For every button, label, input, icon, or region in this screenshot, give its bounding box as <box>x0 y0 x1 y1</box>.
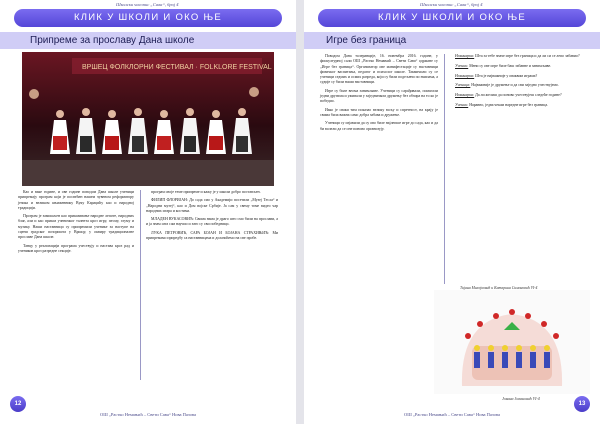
paragraph: Програм је замишљен као приказивање народне лепоте, народних благ, али и као приказ ученичког талента кроз игру, песму, глуму и музику. Наши наставници су припремили ученике за наступе на сцени градског позоришта у Вршцу, у оквиру традиционалне прославе Дана школе. <box>18 214 134 240</box>
paragraph: Ученици су изјавили да су ово биле најлепше игре до сада, као и да би волели да се оне поново организују. <box>320 121 438 131</box>
drawing-caption: Јована Јовановић VI-4 <box>502 396 540 401</box>
interview-text: Да ли желиш да поново учествујеш следеће године? <box>475 93 562 98</box>
children-drawing <box>434 290 590 394</box>
interview-text: Шта за тебе значе игре без граница и да ли си се лепо забавио? <box>475 54 580 58</box>
speaker-label: Ученица: <box>455 83 471 88</box>
interview-entry <box>450 93 584 98</box>
speaker-label: Ученик: <box>455 63 469 68</box>
interview-entry <box>450 83 584 88</box>
speaker-label: Новинарка: <box>455 54 475 58</box>
header-left: Школски часопис „Сава“, број 4 <box>116 2 179 7</box>
page-number-left: 12 <box>10 396 26 412</box>
right-page <box>304 0 600 424</box>
column-divider <box>444 54 445 284</box>
speaker-label: Новинарка: <box>455 73 475 78</box>
interview-text: Најважније је дружење и да сви заједно учествујемо. <box>471 83 559 88</box>
folk-dance-photo <box>22 52 274 186</box>
banner-right: КЛИК У ШКОЛИ И ОКО ЊЕ <box>318 9 586 27</box>
paragraph: ЛУКА ПЕТРОВИЋ, САРА БОЈАН И БОЈАНА СТРАХИЊИЋ: Ми припремамо приредбу са наставницама и долазићемо на све пробе. <box>146 230 278 241</box>
paragraph: програм своје теме припреме и кажу је у школи добро постављен. <box>151 190 261 194</box>
header-right: Школски часопис „Сава“, број 4 <box>420 2 483 7</box>
speaker-label: Новинарка: <box>455 93 475 98</box>
interview-col <box>450 54 584 113</box>
footer-right: ОШ „Растко Немањић – Свети Сава“ Нова Пазова <box>404 412 500 417</box>
interview-text: Наравно, једва чекам наредне игре без граница. <box>469 102 549 107</box>
interview-entry <box>450 103 584 108</box>
footer-left: ОШ „Растко Немањић – Свети Сава“ Нова Пазова <box>100 412 196 417</box>
paragraph: Као и ваке године, и ове године поводом Дана школе ученици припремају програм који је посвећен нашем чувеном реформатору језика и великом књижевнику Вуку Караџићу као и народној традицији. <box>18 190 134 210</box>
paragraph: Танцу у реализацији програма учествују и настава кроз рад и учеников кроз разредне секције. <box>18 243 134 253</box>
speaker-label: Ученик: <box>455 102 469 107</box>
paragraph: Поводом Дана толеранције, 16. новембра 2016. године, у фискултурној сали ОШ „Растко Немањић – Свети Сава“ одржане су „Игре без граница“. Организатор ове манифестације су наставници физичког васпитања, педагог и психолог школе. Такмичили су се ученици седмих и осмих разреда, који су били подељени по екипама, а судије су били наши наставници. <box>320 54 438 85</box>
interview-entry <box>450 64 584 69</box>
paragraph: МЛАДЕН ВУКАСОВИЋ: Свима нама је драго што смо били на прослави, а и ја знам шта сам научио и зато су сви победници. <box>146 217 278 227</box>
column-divider <box>140 190 141 380</box>
paragraph: ФИЛИП ФЛОРИЈАН: До сада смо у Академији посетили „Музеј Тесла“ и „Народни музеј“, као и Дом војске Србије. Ја сам у свему томе видео чар народних игара и костима. <box>146 198 278 213</box>
left-col-1 <box>18 190 134 257</box>
interview-entry <box>450 54 584 59</box>
banner-left: КЛИК У ШКОЛИ И ОКО ЊЕ <box>14 9 282 27</box>
interview-text: Шта је најважније у оваквим играма? <box>475 73 538 78</box>
left-col-2 <box>146 190 278 244</box>
photo-banner-text: ВРШЕЦ ФОЛКЛОРНИ ФЕСТИВАЛ · FOLKLORE FESTIVAL <box>82 64 272 71</box>
paragraph: Иако је сваки тим показао велику вољу и спретност, на крају је свима била важна само добра забава и дружење. <box>320 107 438 117</box>
right-article-title: Игре без граница <box>326 35 407 46</box>
interview-entry <box>450 74 584 79</box>
left-article-title: Припреме за прославу Дана школе <box>30 35 195 46</box>
article-signature: Тијана Милојковић и Катарина Симоновић VI-4 <box>460 286 538 290</box>
page-number-right: 13 <box>574 396 590 412</box>
left-page <box>0 0 296 424</box>
right-col-1 <box>320 54 438 135</box>
interview-text: Мени су ове игре биле баш забавне и занимљиве. <box>469 63 552 68</box>
paragraph: Игре су биле веома занимљиве. Ученици су сарађивали, помагали једни другима и уживали у заједничком дружењу без обзира на то ко је победио. <box>320 88 438 104</box>
